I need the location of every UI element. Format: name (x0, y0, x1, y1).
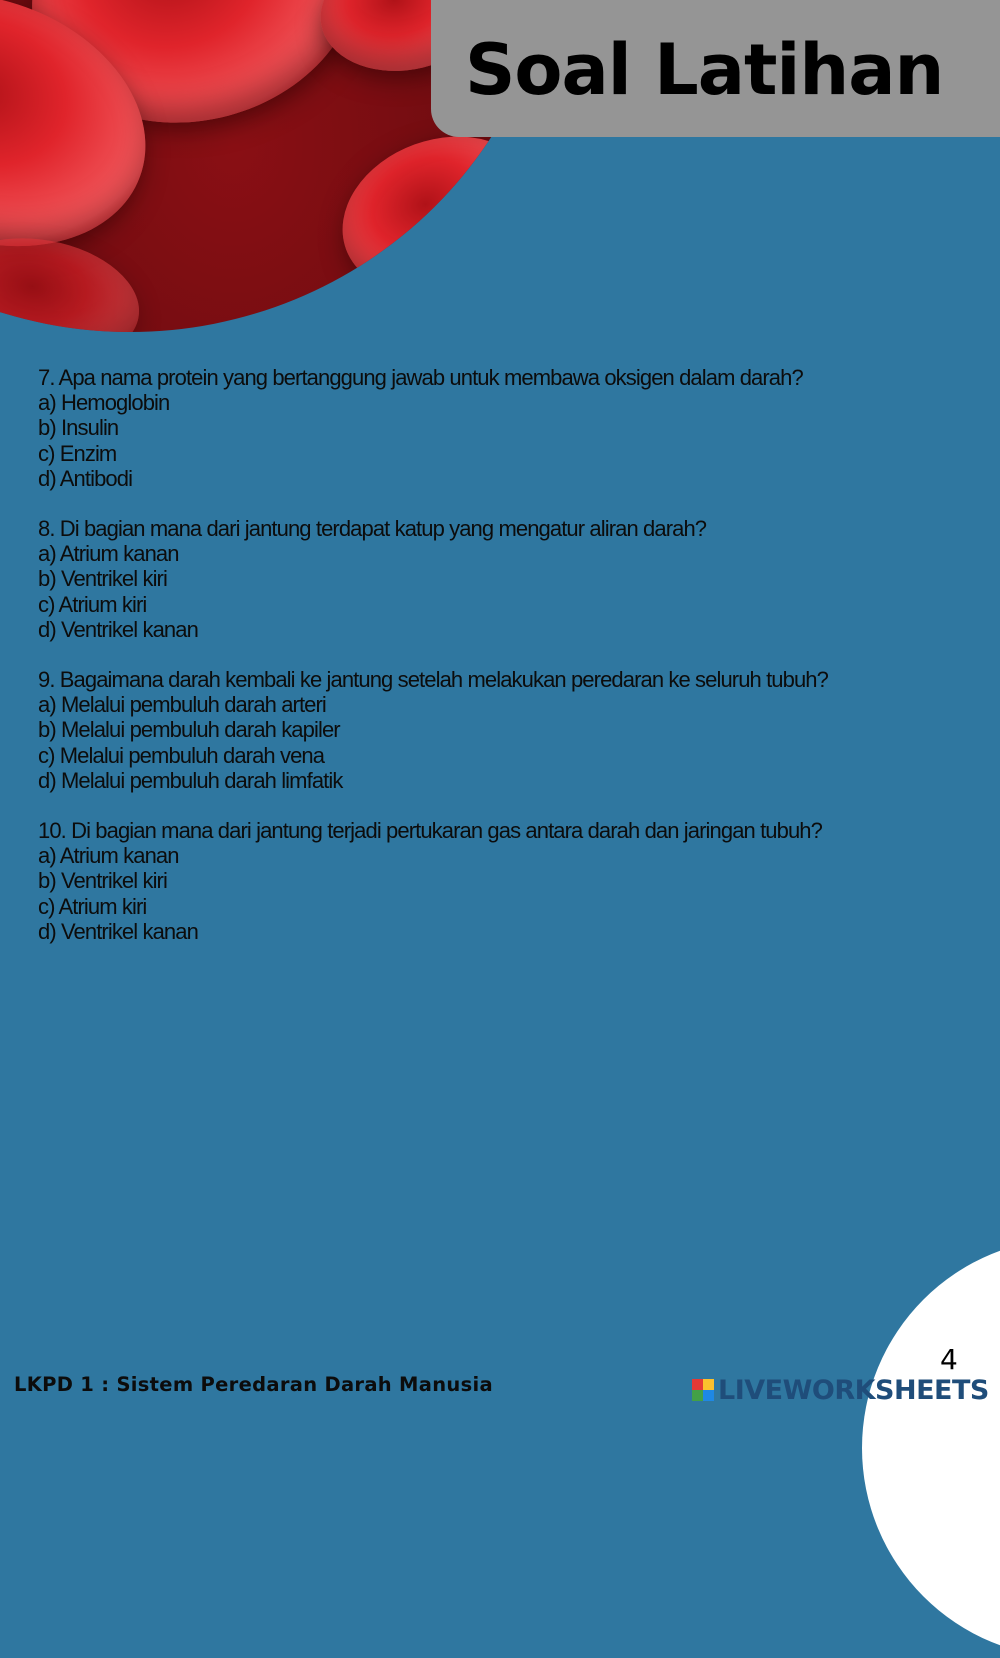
option-a[interactable]: a) Atrium kanan (38, 541, 179, 567)
page-title: Soal Latihan (465, 29, 944, 111)
question-text: 8. Di bagian mana dari jantung terdapat katup yang mengatur aliran darah? (38, 516, 707, 542)
option-b[interactable]: b) Ventrikel kiri (38, 566, 167, 592)
footer-label: LKPD 1 : Sistem Peredaran Darah Manusia (14, 1373, 493, 1396)
option-c[interactable]: c) Melalui pembuluh darah vena (38, 742, 325, 768)
question-8 (38, 516, 968, 642)
question-7 (38, 365, 968, 491)
option-b[interactable]: b) Melalui pembuluh darah kapiler (38, 717, 340, 743)
option-d[interactable]: d) Melalui pembuluh darah limfatik (38, 767, 343, 793)
option-a[interactable]: a) Atrium kanan (38, 843, 179, 869)
page-number: 4 (940, 1343, 958, 1376)
question-list (38, 365, 968, 969)
option-d[interactable]: d) Ventrikel kanan (38, 918, 198, 944)
option-d[interactable]: d) Ventrikel kanan (38, 616, 198, 642)
question-text: 7. Apa nama protein yang bertanggung jawab untuk membawa oksigen dalam darah? (38, 365, 803, 390)
question-text: 9. Bagaimana darah kembali ke jantung setelah melakukan peredaran ke seluruh tubuh? (38, 667, 828, 693)
brand-name: LIVEWORKSHEETS (718, 1374, 989, 1406)
option-b[interactable]: b) Insulin (38, 415, 119, 441)
option-c[interactable]: c) Atrium kiri (38, 893, 147, 919)
option-d[interactable]: d) Antibodi (38, 465, 133, 491)
option-c[interactable]: c) Enzim (38, 440, 117, 466)
liveworksheets-logo-icon (692, 1379, 714, 1401)
corner-decoration (862, 1238, 1000, 1658)
question-9 (38, 667, 968, 793)
brand-watermark[interactable] (692, 1372, 989, 1408)
question-text: 10. Di bagian mana dari jantung terjadi pertukaran gas antara darah dan jaringan tubuh? (38, 818, 822, 844)
option-c[interactable]: c) Atrium kiri (38, 591, 147, 617)
option-b[interactable]: b) Ventrikel kiri (38, 868, 167, 894)
option-a[interactable]: a) Hemoglobin (38, 390, 170, 416)
question-10 (38, 818, 968, 944)
option-a[interactable]: a) Melalui pembuluh darah arteri (38, 692, 326, 718)
